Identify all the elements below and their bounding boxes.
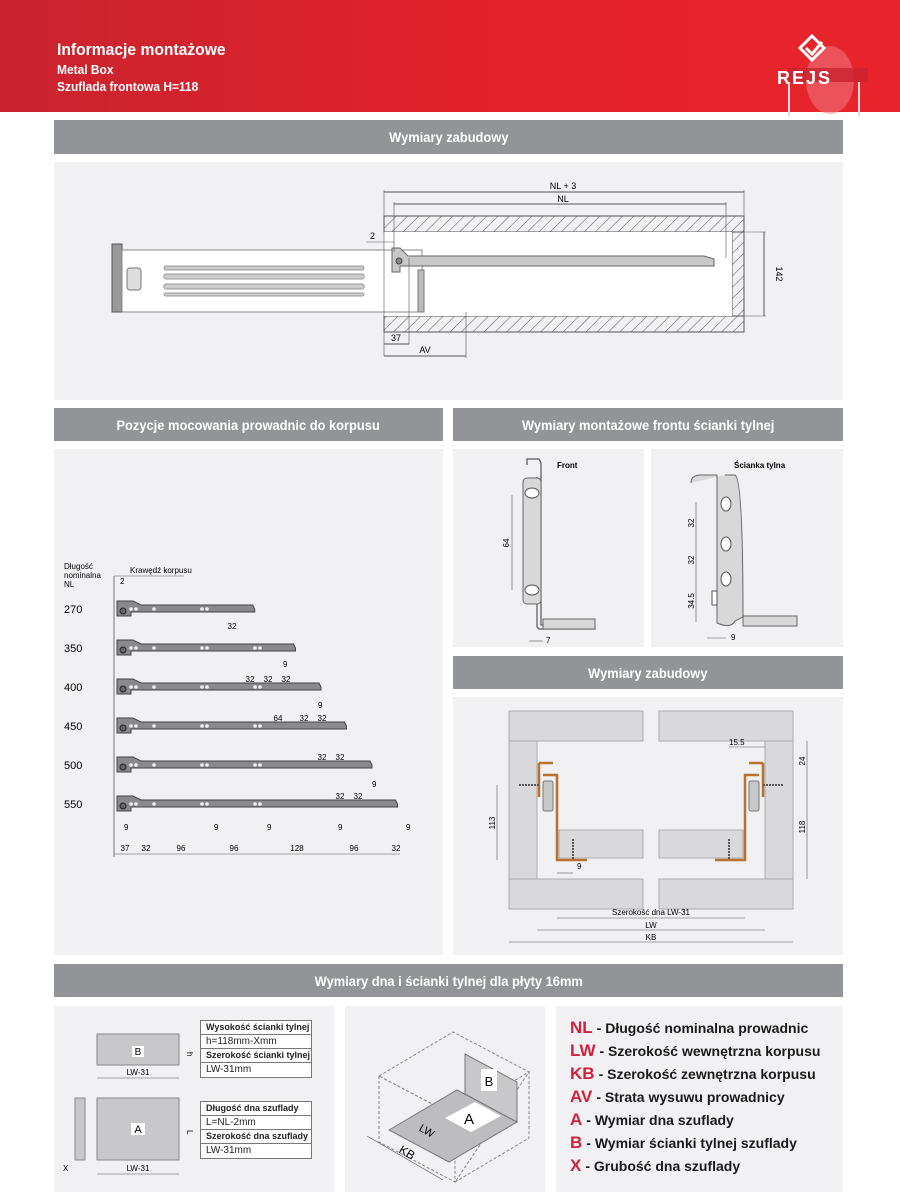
rail-length-label: 500	[64, 760, 83, 772]
edge-label: Krawędź korpusu	[130, 566, 192, 575]
nine-dim: 9	[124, 823, 129, 832]
rail-roller	[120, 803, 126, 809]
part-x-edge	[75, 1098, 85, 1160]
legend-item	[570, 1018, 820, 1041]
panel-front-detail	[453, 449, 644, 647]
dim-350: 32	[281, 675, 291, 684]
rail-hole	[200, 685, 204, 689]
rail-positions-drawing	[54, 449, 443, 955]
dim-av: AV	[419, 345, 431, 355]
back-dim: 32	[687, 555, 696, 565]
drawer-bottom-stub	[543, 619, 595, 629]
rail-hole	[134, 763, 138, 767]
table-back-wall	[200, 1020, 312, 1078]
dim-400: 64	[273, 714, 283, 723]
label-nl: NL	[64, 580, 75, 589]
legend-desc: - Strata wysuwu prowadnicy	[596, 1089, 785, 1105]
iso-drawing	[345, 1006, 545, 1192]
rail-hole	[205, 724, 209, 728]
rail-roller	[120, 608, 126, 614]
back-title: Ścianka tylna	[734, 461, 786, 470]
rail-hole	[258, 646, 262, 650]
section-header-mounting-dims	[54, 120, 843, 154]
rail-hole	[258, 685, 262, 689]
rail-hole	[129, 646, 133, 650]
drawer-front	[112, 244, 122, 312]
drawer-rib	[164, 284, 364, 289]
dim-400: 32	[317, 714, 327, 723]
rail-hole	[253, 763, 257, 767]
panel-back-detail	[651, 449, 843, 647]
rail-right	[749, 781, 759, 811]
rail-hole	[258, 802, 262, 806]
dim-400: 9	[318, 701, 323, 710]
back-dim: 34.5	[687, 593, 696, 609]
dim-113: 113	[488, 816, 497, 830]
dim-nl-plus: NL + 3	[549, 181, 577, 191]
rail-hole	[129, 685, 133, 689]
table-cell: Długość dna szuflady	[201, 1102, 311, 1116]
nine-dim: 9	[267, 823, 272, 832]
back-dim: 32	[687, 518, 696, 528]
section-header-rail-positions	[54, 408, 443, 441]
panel-rail-positions	[54, 449, 443, 955]
mount-hole	[525, 585, 539, 595]
legend-item	[570, 1087, 820, 1110]
dim-350: 9	[283, 660, 288, 669]
rail-hole	[152, 685, 156, 689]
legend-item	[570, 1041, 820, 1064]
bottom-dim: 32	[141, 844, 151, 853]
mount-hole	[721, 572, 731, 586]
rail-hole	[152, 607, 156, 611]
legend-key: KB	[570, 1064, 595, 1083]
part-a-l: L	[185, 1130, 194, 1135]
legend-key: A	[570, 1110, 583, 1129]
legend-item	[570, 1064, 820, 1087]
rail-hole	[134, 607, 138, 611]
rail-length-label: 450	[64, 721, 83, 733]
dim-400: 32	[299, 714, 309, 723]
table-cell: Szerokość ścianki tylnej	[201, 1049, 311, 1063]
part-b-label: B	[134, 1047, 142, 1058]
rail-length-label: 550	[64, 799, 83, 811]
mount-hole	[721, 497, 731, 511]
cabinet-interior	[384, 232, 732, 316]
rail-hole	[152, 763, 156, 767]
drawer-bottom-stub	[743, 616, 797, 626]
table-cell: LW-31mm	[206, 1064, 252, 1075]
rail-hole	[129, 724, 133, 728]
legend-desc: - Szerokość zewnętrzna korpusu	[598, 1066, 816, 1082]
dim-500: 32	[353, 792, 363, 801]
bottom-dim: 37	[120, 844, 130, 853]
legend-key: X	[570, 1156, 582, 1175]
dim-24: 24	[798, 756, 807, 766]
rail-hole	[129, 763, 133, 767]
bottom-dim: 32	[391, 844, 401, 853]
legend-key: LW	[570, 1041, 596, 1060]
rail-left	[543, 781, 553, 811]
dim-kb: KB	[645, 933, 657, 942]
cabinet-back	[732, 232, 744, 316]
mount-hole	[721, 537, 731, 551]
drawer-bottom-right	[659, 830, 743, 858]
legend-item	[570, 1156, 820, 1179]
iso-b: B	[484, 1074, 494, 1089]
bottom-dim: 96	[349, 844, 359, 853]
dim-500: 32	[335, 792, 345, 801]
rail-hole	[129, 802, 133, 806]
dim-450: 32	[335, 753, 345, 762]
section-header-install-dims	[453, 656, 843, 689]
panel-cross-section	[453, 697, 843, 955]
rail-hole	[134, 685, 138, 689]
panel-parts	[54, 1006, 334, 1192]
rail-roller	[396, 258, 402, 264]
legend-key: B	[570, 1133, 583, 1152]
rail-hole	[253, 646, 257, 650]
rail-hole	[129, 607, 133, 611]
part-b-width: LW-31	[126, 1068, 150, 1077]
rail-hole	[205, 646, 209, 650]
rail-hole	[200, 724, 204, 728]
rail-hole	[258, 724, 262, 728]
dim-bottom-width: Szerokość dna LW-31	[612, 908, 690, 917]
rail-length-label: 350	[64, 643, 83, 655]
part-b-h: h	[185, 1052, 194, 1057]
nine-dim: 9	[406, 823, 411, 832]
rail-hole	[200, 646, 204, 650]
cabinet-bottom-right	[659, 879, 793, 909]
bottom-dim: 96	[229, 844, 239, 853]
panel-side-view	[54, 162, 843, 400]
rail-hole	[205, 763, 209, 767]
section-title: Wymiary zabudowy	[588, 664, 708, 681]
dim-height: 142	[774, 266, 784, 282]
rail-450	[117, 718, 347, 733]
section-title: Wymiary dna i ścianki tylnej dla płyty 16mm	[314, 972, 583, 989]
rail-hole	[152, 646, 156, 650]
iso-a: A	[463, 1111, 475, 1128]
dim-nl: NL	[557, 194, 569, 204]
legend-desc: - Szerokość wewnętrzna korpusu	[599, 1043, 821, 1059]
cabinet-bottom-left	[509, 879, 643, 909]
table-bottom	[200, 1101, 312, 1159]
front-bracket	[127, 268, 141, 290]
cabinet-top	[384, 216, 744, 232]
header-subtitle: Metal Box	[57, 62, 114, 77]
dim-lw: LW	[645, 921, 657, 930]
rail-length-label: 400	[64, 682, 83, 694]
parts-drawing	[54, 1006, 204, 1192]
dim-500: 9	[372, 780, 377, 789]
table-cell: Wysokość ścianki tylnej	[201, 1021, 311, 1035]
part-a-width: LW-31	[126, 1164, 150, 1173]
legend-desc: - Wymiar dna szuflady	[586, 1112, 734, 1128]
tab-slot	[712, 591, 717, 605]
legend	[570, 1018, 820, 1179]
rail-hole	[134, 646, 138, 650]
rail-hole	[205, 685, 209, 689]
rail-hole	[253, 802, 257, 806]
iso-lw: LW	[416, 1122, 437, 1141]
dim-9: 9	[577, 862, 582, 871]
legend-desc: - Wymiar ścianki tylnej szuflady	[586, 1135, 797, 1151]
label-length: Długość	[64, 562, 93, 571]
legend-key: AV	[570, 1087, 593, 1106]
rail-hole	[200, 607, 204, 611]
part-a-label: A	[134, 1124, 142, 1136]
dim-118: 118	[798, 820, 807, 834]
legend-item	[570, 1110, 820, 1133]
mount-hole	[525, 488, 539, 498]
drawer-back-post	[418, 270, 424, 312]
dim-15-5: 15.5	[729, 738, 745, 747]
legend-key: NL	[570, 1018, 593, 1037]
drawer-rib	[164, 266, 364, 270]
drawer-side	[122, 250, 422, 312]
cabinet-bottom	[384, 316, 744, 332]
drawer-rib	[164, 274, 364, 279]
nine-dim: 9	[214, 823, 219, 832]
brand-logo	[772, 30, 872, 116]
legend-item	[570, 1133, 820, 1156]
drawer-rib	[164, 293, 364, 296]
table-cell: Szerokość dna szuflady	[201, 1130, 311, 1144]
front-offset-dim: 7	[546, 636, 551, 645]
dim-270: 32	[227, 622, 237, 631]
table-cell: LW-31mm	[206, 1145, 252, 1156]
back-offset-dim: 9	[731, 633, 736, 642]
rail-roller	[120, 725, 126, 731]
iso-kb: KB	[396, 1142, 418, 1163]
rail-hole	[258, 763, 262, 767]
dim-350: 32	[263, 675, 273, 684]
legend-desc: - Grubość dna szuflady	[585, 1158, 741, 1174]
rail-hole	[253, 724, 257, 728]
section-title: Wymiary zabudowy	[388, 129, 509, 145]
nine-dim: 9	[338, 823, 343, 832]
section-title: Pozycje mocowania prowadnic do korpusu	[116, 416, 381, 433]
bottom-dim: 128	[290, 844, 304, 853]
rail-hole	[205, 802, 209, 806]
rail-hole	[200, 763, 204, 767]
page-header	[0, 0, 900, 112]
cabinet-top-right	[659, 711, 793, 741]
dim-gap: 2	[370, 231, 376, 241]
front-detail-drawing	[453, 449, 644, 647]
panel-iso	[345, 1006, 545, 1192]
label-nominal: nominalna	[64, 571, 101, 580]
rail-hole	[152, 724, 156, 728]
side-view-drawing	[54, 162, 843, 400]
section-header-front-back	[453, 408, 843, 441]
rail-hole	[253, 685, 257, 689]
table-cell: L=NL-2mm	[201, 1116, 311, 1130]
back-detail-drawing	[651, 449, 843, 647]
cabinet-top-left	[509, 711, 643, 741]
rail-hole	[152, 802, 156, 806]
rail-hole	[205, 607, 209, 611]
brand-logo-text: REJS	[777, 68, 833, 88]
rail-hole	[200, 802, 204, 806]
cross-section-drawing	[453, 697, 843, 955]
table-cell: h=118mm-Xmm	[201, 1035, 311, 1049]
front-title: Front	[557, 461, 578, 470]
dim-offset: 37	[390, 333, 402, 343]
section-title: Wymiary montażowe frontu ścianki tylnej	[521, 416, 775, 433]
rail-hole	[134, 802, 138, 806]
rail-roller	[120, 647, 126, 653]
drawer-bottom-left	[559, 830, 643, 858]
dim-350: 32	[245, 675, 255, 684]
part-x-label: X	[63, 1164, 69, 1173]
rail-length-label: 270	[64, 604, 83, 616]
rail-roller	[120, 686, 126, 692]
header-title: Informacje montażowe	[57, 40, 226, 59]
section-header-bottom-back	[54, 964, 843, 997]
rail-hole	[134, 724, 138, 728]
edge-gap: 2	[120, 577, 125, 586]
dim-450: 32	[317, 753, 327, 762]
front-height-dim: 64	[502, 538, 511, 548]
rail-roller	[120, 764, 126, 770]
header-product: Szuflada frontowa H=118	[57, 79, 199, 94]
bottom-dim: 96	[176, 844, 186, 853]
legend-desc: - Długość nominalna prowadnic	[596, 1020, 809, 1036]
